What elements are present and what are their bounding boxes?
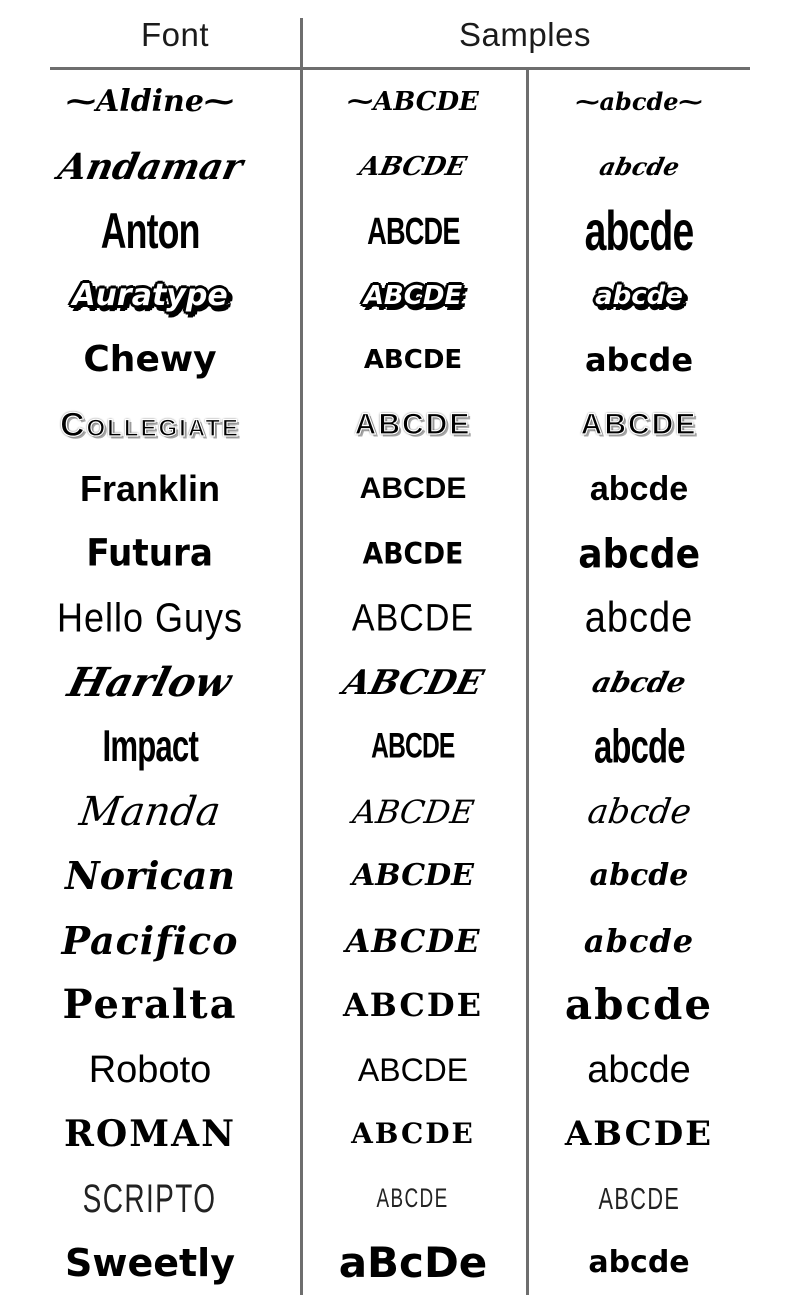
sample-uppercase-cell: ABCDE [376, 1183, 450, 1214]
font-name-cell: Andamar [54, 145, 246, 188]
font-row-manda [0, 780, 800, 845]
font-row-roman [0, 1102, 800, 1167]
font-name-cell: Collegiate [59, 405, 241, 444]
font-row-andamar [0, 135, 800, 200]
font-name-cell: SCRIPTO [83, 1176, 217, 1221]
font-name-cell: Roboto [88, 1048, 212, 1091]
font-row-chewy [0, 328, 800, 393]
font-row-futura [0, 522, 800, 587]
sample-lowercase-cell: abcde [564, 980, 714, 1030]
sample-uppercase-cell: ABCDE [359, 472, 467, 506]
sample-uppercase-cell: aBcDe [338, 1238, 488, 1288]
font-row-norican [0, 844, 800, 909]
font-name-cell: Peralta [62, 981, 238, 1029]
font-name-cell: Hello Guys [56, 594, 244, 641]
sample-uppercase-cell: ABCDE [363, 280, 463, 311]
sample-lowercase-cell: abcde [595, 280, 683, 311]
sample-lowercase-cell: abcde [593, 721, 685, 774]
font-name-cell: Manda [76, 788, 224, 835]
sample-lowercase-cell: abcde [578, 530, 700, 577]
font-row-impact [0, 715, 800, 780]
sample-uppercase-cell: ABCDE [351, 596, 475, 640]
sample-uppercase-cell: ABCDE [345, 921, 481, 960]
sample-lowercase-cell: abcde [587, 1048, 691, 1091]
sample-lowercase-cell: abcde [588, 1245, 690, 1281]
sample-uppercase-cell: ABCDE [351, 1117, 475, 1151]
font-row-anton [0, 199, 800, 264]
font-name-cell: Chewy [83, 339, 217, 381]
sample-uppercase-cell: ABCDE [371, 727, 455, 767]
font-row-aldine [0, 70, 800, 135]
font-row-collegiate [0, 393, 800, 458]
sample-lowercase-cell: ⁓abcde⁓ [575, 87, 703, 117]
sample-uppercase-cell: ABCDE [363, 345, 463, 376]
sample-lowercase-cell: ABCDE [598, 1181, 680, 1217]
sample-uppercase-cell: ABCDE [352, 858, 474, 894]
font-column-header: Font [140, 16, 210, 53]
font-row-harlow [0, 651, 800, 716]
sample-uppercase-cell: ⁓ABCDE [347, 87, 479, 118]
sample-uppercase-cell: ABCDE [342, 986, 484, 1025]
font-row-roboto [0, 1038, 800, 1103]
font-row-sweetly [0, 1231, 800, 1296]
font-name-cell: ⁓Aldine⁓ [66, 84, 234, 120]
font-name-cell: Sweetly [65, 1241, 235, 1286]
sample-lowercase-cell: ABCDE [564, 1114, 714, 1155]
font-name-cell: Auratype [72, 277, 228, 313]
sample-uppercase-cell: ABCDE [354, 407, 472, 441]
sample-lowercase-cell: abcde [589, 470, 689, 509]
sample-lowercase-cell: abcde [589, 858, 689, 894]
sample-lowercase-cell: abcde [584, 594, 694, 642]
sample-lowercase-cell: abcde [584, 791, 694, 832]
font-name-cell: Futura [86, 531, 214, 575]
font-row-franklin [0, 457, 800, 522]
sample-lowercase-cell: abcde [584, 341, 694, 380]
font-name-cell: Impact [102, 722, 198, 773]
font-name-cell: Franklin [79, 468, 221, 510]
font-name-cell: Pacifico [61, 917, 239, 963]
sample-lowercase-cell: abcde [588, 665, 690, 699]
font-name-cell: Anton [100, 202, 200, 259]
sample-uppercase-cell: ABCDE [357, 1051, 469, 1088]
sample-uppercase-cell: ABCDE [349, 792, 477, 831]
sample-uppercase-cell: ABCDE [338, 662, 488, 703]
font-name-cell: Harlow [63, 658, 237, 706]
sample-lowercase-cell: abcde [596, 151, 682, 181]
font-row-helloguys [0, 586, 800, 651]
samples-column-header: Samples [459, 16, 591, 53]
font-row-auratype [0, 264, 800, 329]
sample-lowercase-cell: abcde [583, 921, 695, 960]
font-row-scripto [0, 1167, 800, 1232]
font-row-peralta [0, 973, 800, 1038]
sample-uppercase-cell: ABCDE [362, 535, 464, 571]
sample-uppercase-cell: ABCDE [366, 209, 460, 253]
sample-lowercase-cell: abcde [584, 200, 694, 263]
font-name-cell: Norican [65, 853, 235, 899]
font-table-body [0, 70, 800, 1296]
sample-uppercase-cell: ABCDE [356, 151, 470, 182]
font-name-cell: ROMAN [64, 1113, 236, 1156]
sample-lowercase-cell: ABCDE [580, 407, 698, 441]
font-row-pacifico [0, 909, 800, 974]
